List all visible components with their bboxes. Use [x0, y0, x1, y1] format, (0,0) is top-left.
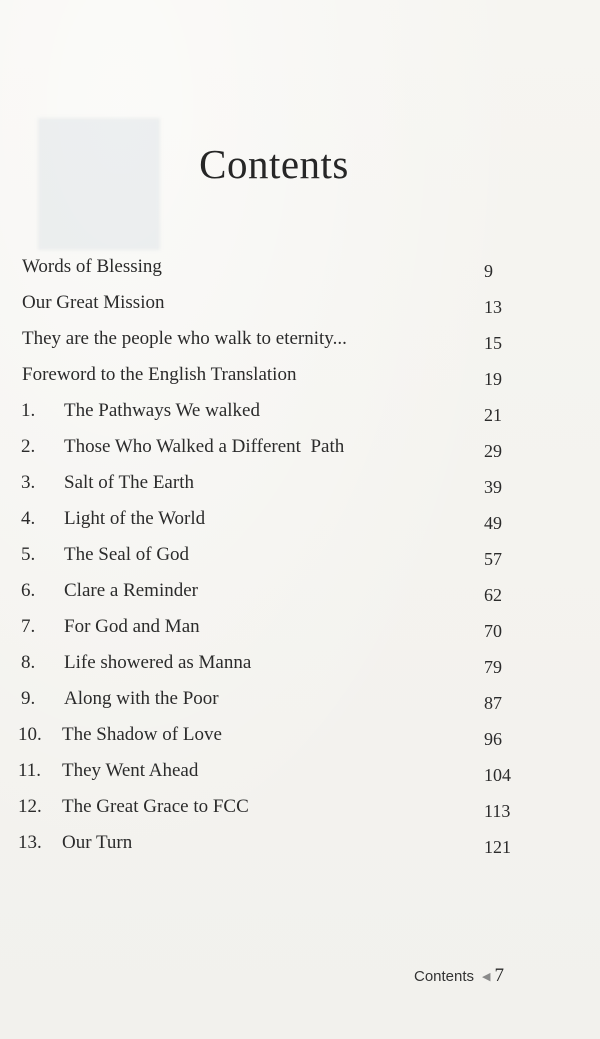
- chapter-title: They Went Ahead: [62, 760, 199, 781]
- toc-chapter-11: [0, 753, 600, 789]
- toc-entry-label: Our Great Mission: [22, 292, 165, 313]
- chapter-number: 8.: [21, 652, 36, 673]
- toc-chapter-5: [0, 537, 600, 573]
- toc-chapter-13: [0, 825, 600, 861]
- toc-entry-our-great-mission: [0, 285, 600, 321]
- chapter-number: 5.: [21, 544, 36, 565]
- triangle-left-icon: ◀: [482, 971, 491, 983]
- footer-page-number: 7: [494, 965, 505, 986]
- toc-entry-page: 15: [484, 333, 502, 353]
- chapter-number: 12.: [18, 796, 42, 817]
- chapter-title: The Seal of God: [64, 544, 190, 565]
- chapter-page: 121: [484, 837, 511, 857]
- chapter-page: 104: [484, 765, 511, 785]
- chapter-title: Clare a Reminder: [64, 580, 199, 601]
- toc-entry-label: They are the people who walk to eternity...: [22, 328, 347, 349]
- chapter-title: For God and Man: [64, 616, 200, 637]
- chapter-number: 7.: [21, 616, 36, 637]
- toc-entry-page: 19: [484, 369, 502, 389]
- chapter-number: 9.: [21, 688, 36, 709]
- chapter-number: 6.: [21, 580, 36, 601]
- toc-chapter-6: [0, 573, 600, 609]
- chapter-page: 87: [484, 693, 502, 713]
- toc-chapter-7: [0, 609, 600, 645]
- toc-chapter-10: [0, 717, 600, 753]
- toc-entry-words-of-blessing: [0, 249, 600, 285]
- chapter-page: 57: [484, 549, 502, 569]
- chapter-title: Along with the Poor: [64, 688, 219, 709]
- chapter-number: 10.: [18, 724, 42, 745]
- toc-entry-page: 9: [484, 261, 493, 281]
- chapter-page: 96: [484, 729, 502, 749]
- toc-chapter-1: [0, 393, 600, 429]
- chapter-number: 1.: [21, 400, 36, 421]
- toc-entry-page: 13: [484, 297, 502, 317]
- page-footer: [414, 965, 504, 987]
- chapter-page: 62: [484, 585, 502, 605]
- toc-chapter-3: [0, 465, 600, 501]
- toc-chapter-2: [0, 429, 600, 465]
- chapter-title: Salt of The Earth: [64, 472, 194, 493]
- chapter-page: 29: [484, 441, 502, 461]
- toc-chapter-12: [0, 789, 600, 825]
- chapter-number: 4.: [21, 508, 36, 529]
- chapter-page: 113: [484, 801, 511, 821]
- toc-entry-label: Words of Blessing: [22, 256, 162, 277]
- chapter-title: Light of the World: [64, 508, 206, 529]
- chapter-title: Those Who Walked a Different Path: [64, 436, 345, 457]
- chapter-title: Our Turn: [62, 832, 133, 853]
- chapter-title: The Great Grace to FCC: [62, 796, 249, 817]
- chapter-number: 13.: [18, 832, 42, 853]
- chapter-page: 70: [484, 621, 502, 641]
- chapter-page: 39: [484, 477, 502, 497]
- chapter-number: 3.: [21, 472, 36, 493]
- toc-entry-foreword: [0, 357, 600, 393]
- chapter-title: The Pathways We walked: [64, 400, 260, 421]
- toc-entry-walk-to-eternity: [0, 321, 600, 357]
- chapter-number: 11.: [18, 760, 42, 781]
- toc-chapter-4: [0, 501, 600, 537]
- table-of-contents: [0, 249, 600, 861]
- page-title: Contents: [199, 141, 349, 187]
- chapter-title: The Shadow of Love: [62, 724, 222, 745]
- toc-chapter-8: [0, 645, 600, 681]
- chapter-title: Life showered as Manna: [64, 652, 252, 673]
- toc-chapter-9: [0, 681, 600, 717]
- chapter-number: 2.: [21, 436, 36, 457]
- toc-entry-label: Foreword to the English Translation: [22, 364, 297, 385]
- chapter-page: 49: [484, 513, 502, 533]
- chapter-page: 79: [484, 657, 502, 677]
- chapter-page: 21: [484, 405, 502, 425]
- footer-section-label: Contents: [414, 968, 475, 985]
